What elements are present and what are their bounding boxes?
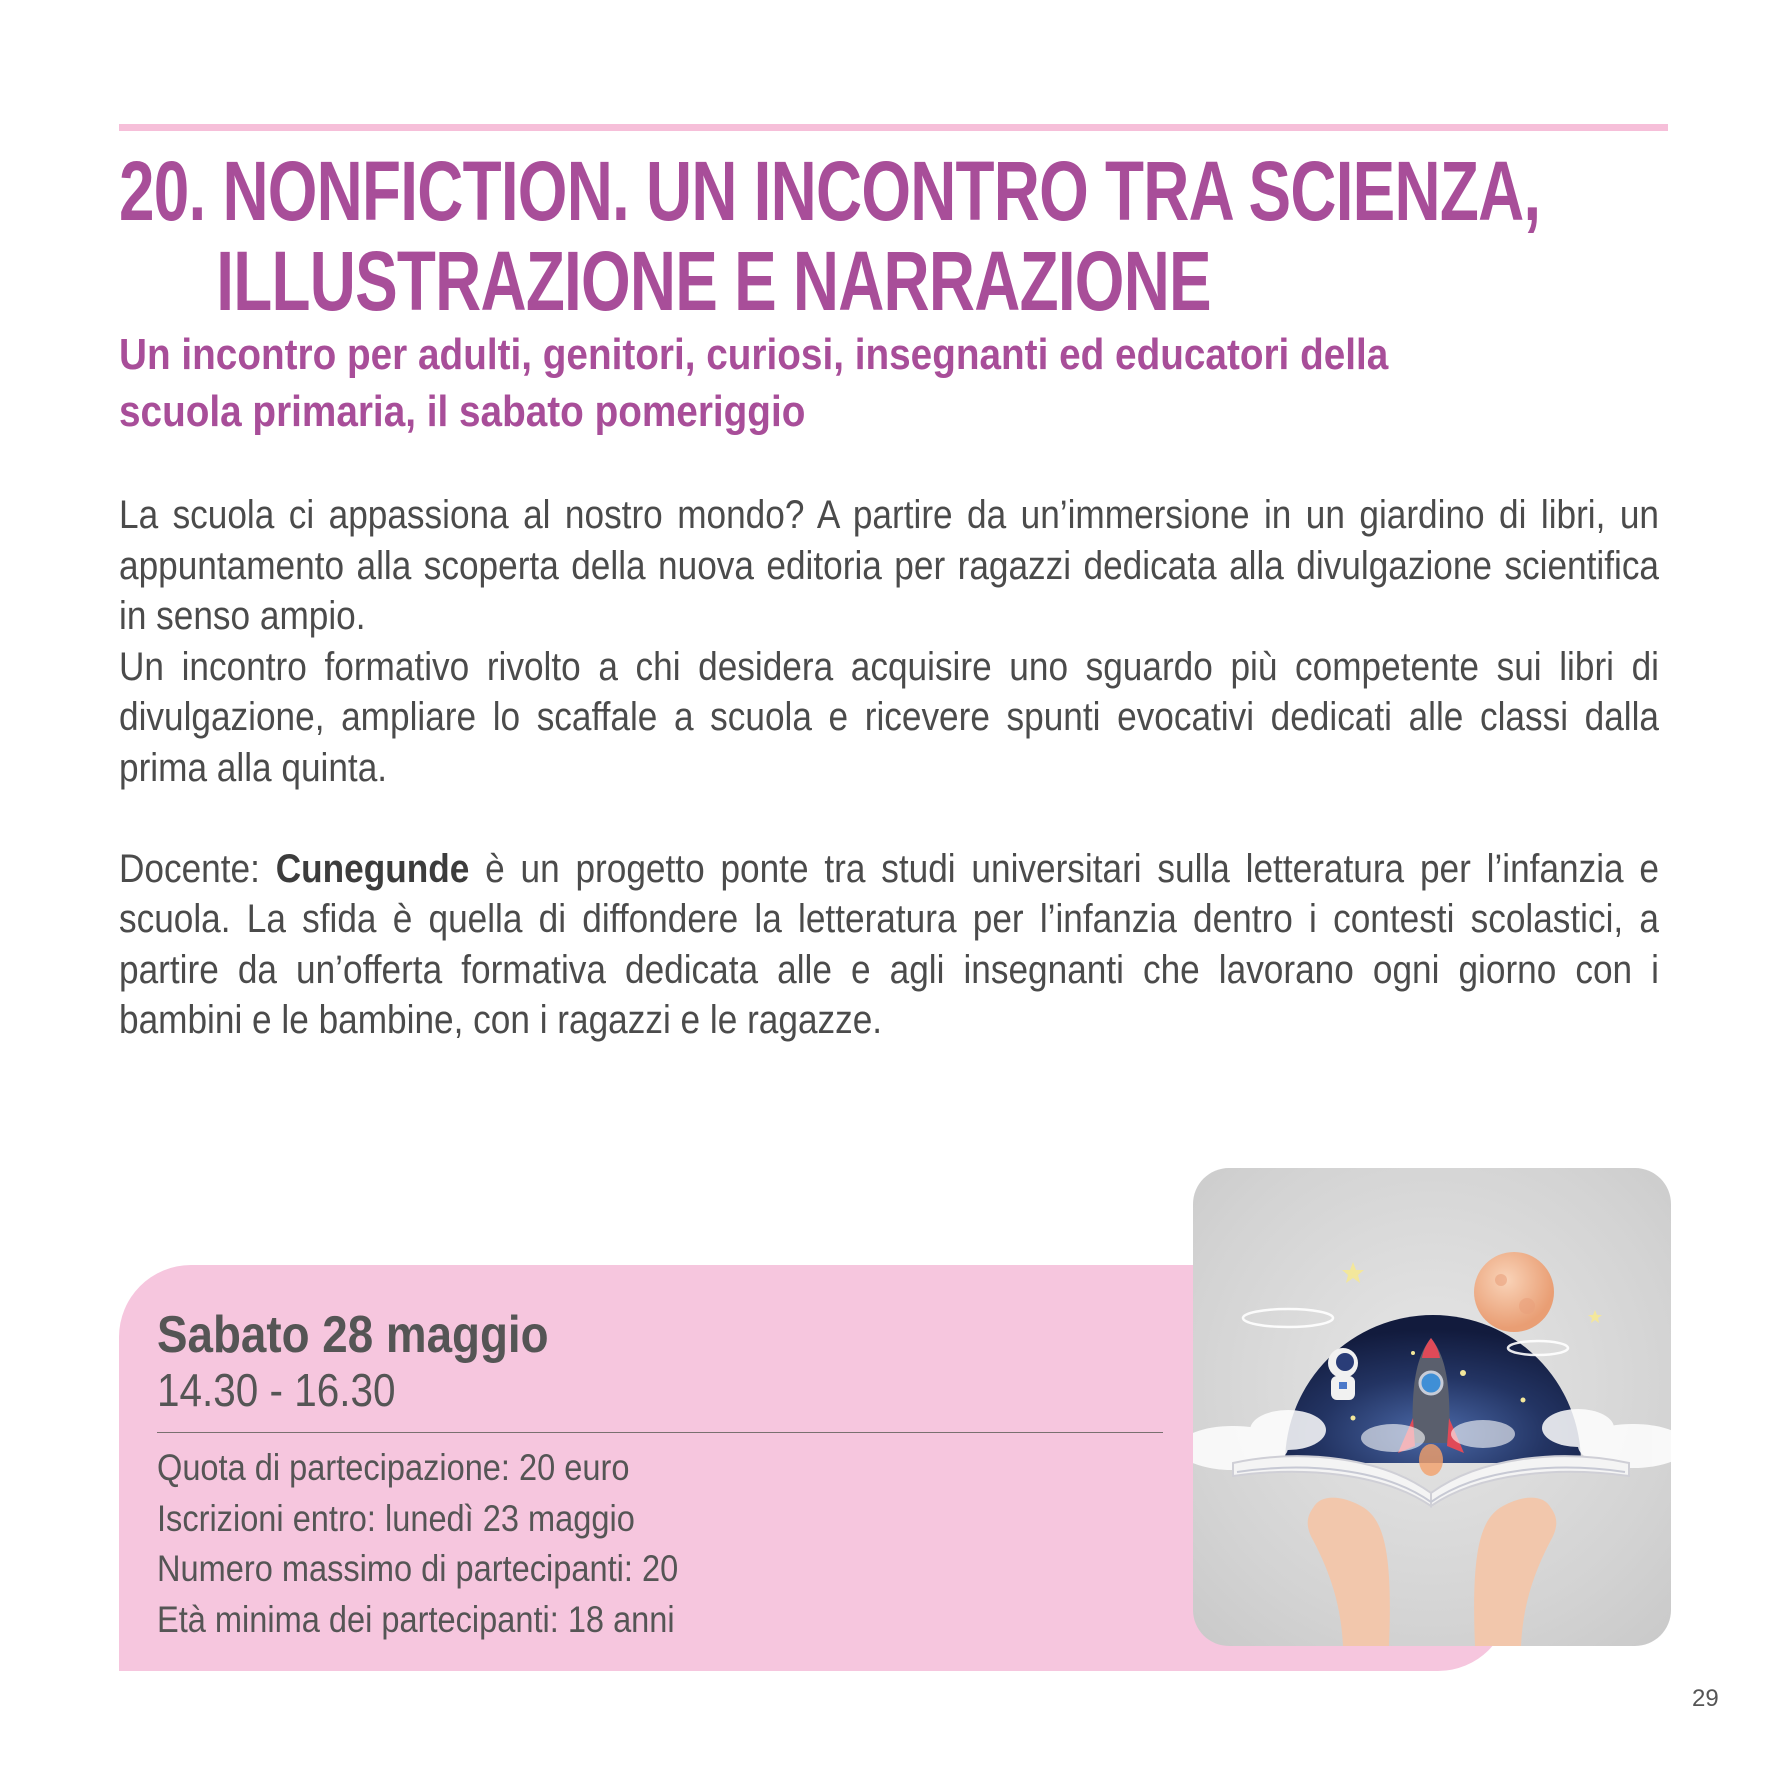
teacher-name: Cunegunde	[275, 846, 470, 891]
description	[119, 490, 1659, 1046]
page-number: 29	[1692, 1685, 1719, 1712]
page-title	[119, 144, 1541, 328]
event-details	[157, 1443, 678, 1645]
teacher-description: è un progetto ponte tra studi universitari sulla letteratura per l’infanzia e scuola. La sfida è quella di diffondere la letteratura per l’infanzia dentro i contesti scolastici, a partire da un’offerta formativa dedicata alle e agli insegnanti che lavorano ogni giorno con i bambini e le bambine, con i ragazzi e le ragazze.	[119, 846, 1660, 1042]
title-line-2: ILLUSTRAZIONE E NARRAZIONE	[216, 234, 1211, 328]
subtitle: Un incontro per adulti, genitori, curiosi, insegnanti ed educatori della scuola primaria, il sabato pomeriggio	[119, 330, 1389, 436]
teacher-prefix: Docente:	[119, 846, 276, 891]
top-divider	[119, 124, 1668, 131]
info-divider	[157, 1432, 1163, 1433]
paragraph-1: La scuola ci appassiona al nostro mondo? A partire da un’immersione in un giardino di libri, un appuntamento alla scoperta della nuova editoria per ragazzi dedicata alla divulgazione scientifica in senso ampio.	[119, 493, 1659, 638]
deadline-line: Iscrizioni entro: lunedì 23 maggio	[157, 1497, 635, 1539]
hands	[1308, 1498, 1557, 1646]
event-date: Sabato 28 maggio	[157, 1306, 549, 1364]
event-time: 14.30 - 16.30	[157, 1364, 396, 1416]
paragraph-gap	[119, 793, 1659, 844]
teacher-paragraph	[119, 844, 1659, 1046]
illustration-svg	[1193, 1168, 1671, 1646]
planet	[1474, 1252, 1554, 1332]
open-book-rocket-space-illustration	[1193, 1168, 1671, 1646]
min-age-line: Età minima dei partecipanti: 18 anni	[157, 1598, 675, 1640]
max-participants-line: Numero massimo di partecipanti: 20	[157, 1548, 679, 1589]
title-line-1: 20. NONFICTION. UN INCONTRO TRA SCIENZA,	[119, 144, 1541, 238]
fee-line: Quota di partecipazione: 20 euro	[157, 1447, 630, 1488]
paragraph-2: Un incontro formativo rivolto a chi desidera acquisire uno sguardo più competente sui libri di divulgazione, ampliare lo scaffale a scuola e ricevere spunti evocativi dedicati alle classi dalla prima alla quinta.	[119, 644, 1659, 790]
